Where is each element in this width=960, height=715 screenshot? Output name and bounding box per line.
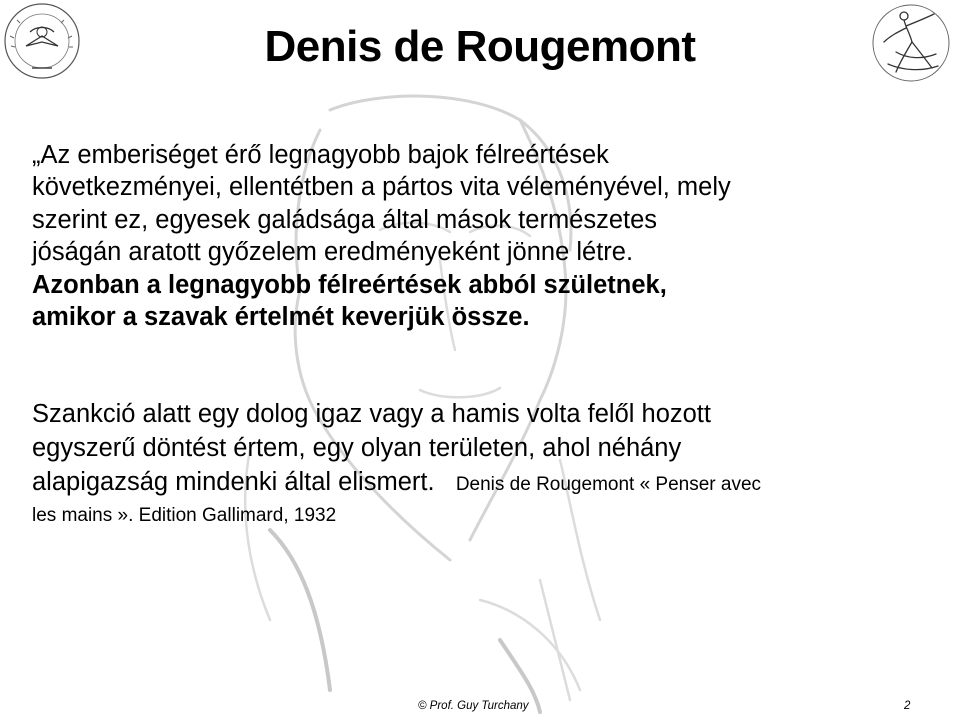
paragraph-line-last bbox=[32, 465, 932, 502]
citation-end: les mains ». Edition Gallimard, 1932 bbox=[32, 505, 337, 526]
quote-line: következményei, ellentétben a pártos vita véleményével, mely bbox=[32, 173, 731, 202]
quote-line: jóságán aratott győzelem eredményeként jönne létre. bbox=[32, 238, 634, 267]
quote-line: „Az emberiséget érő legnagyobb bajok félreértések bbox=[32, 141, 609, 169]
slide-title: Denis de Rougemont bbox=[264, 22, 696, 71]
paragraph-last-text: alapigazság mindenki által elismert. bbox=[32, 468, 435, 496]
sanction-paragraph bbox=[32, 397, 932, 528]
page-number: 2 bbox=[904, 700, 911, 712]
quote-bold-line: amikor a szavak értelmét keverjük össze. bbox=[32, 303, 530, 332]
quote-line: szerint ez, egyesek galádsága által mások természetes bbox=[32, 205, 658, 234]
footer-author: © Prof. Guy Turchany bbox=[418, 700, 529, 712]
citation-start: Denis de Rougemont « Penser avec bbox=[455, 474, 762, 495]
paragraph-line: egyszerű döntést értem, egy olyan területen, ahol néhány bbox=[32, 434, 682, 462]
paragraph-line: Szankció alatt egy dolog igaz vagy a hamis volta felől hozott bbox=[32, 400, 711, 428]
quote-bold-line: Azonban a legnagyobb félreértések abból születnek, bbox=[32, 270, 667, 299]
quote-block bbox=[32, 139, 932, 333]
